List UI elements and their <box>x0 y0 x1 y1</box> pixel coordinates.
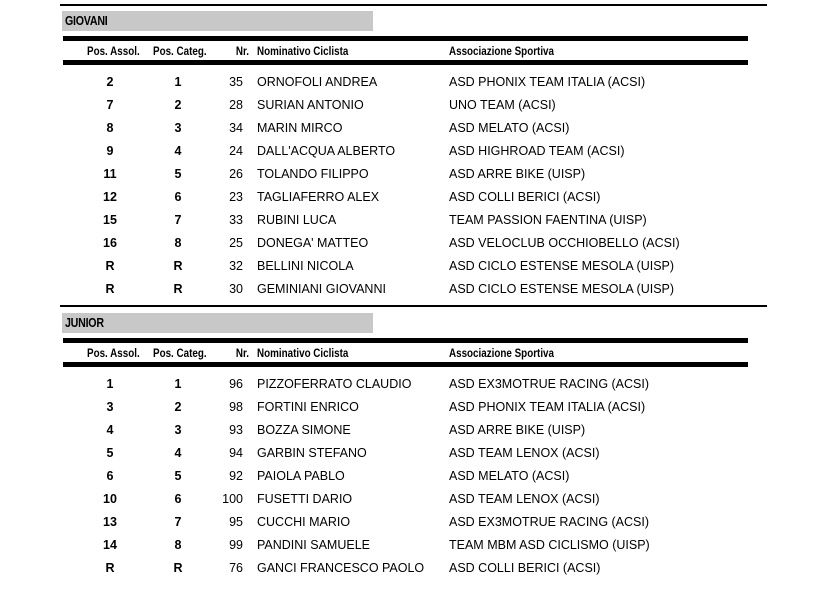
rider-name-cell: TOLANDO FILIPPO <box>257 167 369 181</box>
club-cell: ASD CICLO ESTENSE MESOLA (UISP) <box>449 259 675 273</box>
rider-name-cell: SURIAN ANTONIO <box>257 98 364 112</box>
rider-name-cell: ORNOFOLI ANDREA <box>257 75 378 89</box>
nr-cell: 26 <box>229 167 243 181</box>
table-row <box>0 561 826 584</box>
nr-cell: 96 <box>229 377 243 391</box>
col-nominativo: Nominativo Ciclista <box>257 346 349 360</box>
category-title: JUNIOR <box>65 315 104 330</box>
club-cell: UNO TEAM (ACSI) <box>449 98 556 112</box>
pos-categ-cell: 6 <box>174 190 182 204</box>
club-cell: TEAM PASSION FAENTINA (UISP) <box>449 213 647 227</box>
nr-cell: 76 <box>229 561 243 575</box>
rider-name-cell: FORTINI ENRICO <box>257 400 359 414</box>
category-title: GIOVANI <box>65 13 108 28</box>
pos-categ-cell: 1 <box>174 377 182 391</box>
pos-assol-cell: 5 <box>106 446 114 460</box>
pos-categ-cell: 7 <box>174 515 182 529</box>
section-divider <box>60 305 767 307</box>
nr-cell: 35 <box>229 75 243 89</box>
col-pos-categ: Pos. Categ. <box>153 44 207 58</box>
pos-assol-cell: 6 <box>106 469 114 483</box>
nr-cell: 28 <box>229 98 243 112</box>
pos-assol-cell: 13 <box>103 515 117 529</box>
pos-assol-cell: 7 <box>106 98 114 112</box>
club-cell: ASD EX3MOTRUE RACING (ACSI) <box>449 377 650 391</box>
pos-categ-cell: 4 <box>174 144 182 158</box>
pos-assol-cell: 4 <box>106 423 114 437</box>
rider-name-cell: MARIN MIRCO <box>257 121 343 135</box>
club-cell: ASD TEAM LENOX (ACSI) <box>449 492 600 506</box>
table-row <box>0 190 826 213</box>
rider-name-cell: BOZZA SIMONE <box>257 423 351 437</box>
pos-categ-cell: R <box>173 259 183 273</box>
col-nr: Nr. <box>235 346 249 360</box>
col-pos-assol: Pos. Assol. <box>87 346 140 360</box>
pos-assol-cell: 1 <box>106 377 114 391</box>
pos-assol-cell: R <box>105 259 115 273</box>
pos-categ-cell: 2 <box>174 400 182 414</box>
table-row <box>0 492 826 515</box>
col-associazione: Associazione Sportiva <box>449 346 554 360</box>
nr-cell: 32 <box>229 259 243 273</box>
rider-name-cell: PANDINI SAMUELE <box>257 538 370 552</box>
header-rule-top <box>63 338 748 343</box>
pos-categ-cell: 2 <box>174 98 182 112</box>
table-row <box>0 423 826 446</box>
pos-assol-cell: 12 <box>103 190 117 204</box>
club-cell: ASD PHONIX TEAM ITALIA (ACSI) <box>449 400 646 414</box>
table-row <box>0 213 826 236</box>
pos-categ-cell: R <box>173 561 183 575</box>
club-cell: ASD PHONIX TEAM ITALIA (ACSI) <box>449 75 646 89</box>
pos-assol-cell: 9 <box>106 144 114 158</box>
club-cell: ASD HIGHROAD TEAM (ACSI) <box>449 144 625 158</box>
pos-assol-cell: R <box>105 561 115 575</box>
nr-cell: 95 <box>229 515 243 529</box>
nr-cell: 33 <box>229 213 243 227</box>
rider-name-cell: TAGLIAFERRO ALEX <box>257 190 380 204</box>
col-pos-categ: Pos. Categ. <box>153 346 207 360</box>
pos-assol-cell: 11 <box>103 167 117 181</box>
rider-name-cell: GEMINIANI GIOVANNI <box>257 282 386 296</box>
nr-cell: 34 <box>229 121 243 135</box>
rider-name-cell: GANCI FRANCESCO PAOLO <box>257 561 425 575</box>
table-row <box>0 167 826 190</box>
category-header <box>62 313 373 333</box>
table-row <box>0 377 826 400</box>
table-row <box>0 98 826 121</box>
table-row <box>0 75 826 98</box>
pos-assol-cell: 10 <box>103 492 117 506</box>
pos-categ-cell: 5 <box>174 469 182 483</box>
section-divider <box>60 4 767 6</box>
club-cell: TEAM MBM ASD CICLISMO (UISP) <box>449 538 650 552</box>
pos-categ-cell: 1 <box>174 75 182 89</box>
nr-cell: 99 <box>229 538 243 552</box>
table-row <box>0 446 826 469</box>
rider-name-cell: PIZZOFERRATO CLAUDIO <box>257 377 412 391</box>
rider-name-cell: DALL'ACQUA ALBERTO <box>257 144 396 158</box>
pos-assol-cell: 15 <box>103 213 117 227</box>
col-pos-assol: Pos. Assol. <box>87 44 140 58</box>
nr-cell: 98 <box>229 400 243 414</box>
pos-assol-cell: 2 <box>106 75 114 89</box>
rider-name-cell: RUBINI LUCA <box>257 213 337 227</box>
rider-name-cell: FUSETTI DARIO <box>257 492 353 506</box>
header-rule-top <box>63 36 748 41</box>
pos-assol-cell: 14 <box>103 538 117 552</box>
nr-cell: 25 <box>229 236 243 250</box>
pos-categ-cell: R <box>173 282 183 296</box>
pos-categ-cell: 8 <box>174 538 182 552</box>
header-rule-bottom <box>63 60 748 65</box>
rider-name-cell: PAIOLA PABLO <box>257 469 345 483</box>
nr-cell: 24 <box>229 144 243 158</box>
col-nominativo: Nominativo Ciclista <box>257 44 349 58</box>
col-associazione: Associazione Sportiva <box>449 44 554 58</box>
club-cell: ASD VELOCLUB OCCHIOBELLO (ACSI) <box>449 236 680 250</box>
nr-cell: 100 <box>222 492 243 506</box>
pos-categ-cell: 5 <box>174 167 182 181</box>
pos-categ-cell: 7 <box>174 213 182 227</box>
nr-cell: 94 <box>229 446 243 460</box>
rider-name-cell: BELLINI NICOLA <box>257 259 354 273</box>
club-cell: ASD TEAM LENOX (ACSI) <box>449 446 600 460</box>
pos-categ-cell: 6 <box>174 492 182 506</box>
pos-assol-cell: 16 <box>103 236 117 250</box>
nr-cell: 93 <box>229 423 243 437</box>
nr-cell: 92 <box>229 469 243 483</box>
header-rule-bottom <box>63 362 748 367</box>
club-cell: ASD MELATO (ACSI) <box>449 469 570 483</box>
pos-categ-cell: 4 <box>174 446 182 460</box>
table-row <box>0 538 826 561</box>
pos-assol-cell: R <box>105 282 115 296</box>
pos-categ-cell: 8 <box>174 236 182 250</box>
nr-cell: 30 <box>229 282 243 296</box>
table-row <box>0 121 826 144</box>
rider-name-cell: DONEGA' MATTEO <box>257 236 369 250</box>
club-cell: ASD MELATO (ACSI) <box>449 121 570 135</box>
club-cell: ASD COLLI BERICI (ACSI) <box>449 190 601 204</box>
table-row <box>0 144 826 167</box>
pos-categ-cell: 3 <box>174 121 182 135</box>
club-cell: ASD ARRE BIKE (UISP) <box>449 167 586 181</box>
club-cell: ASD EX3MOTRUE RACING (ACSI) <box>449 515 650 529</box>
table-row <box>0 259 826 282</box>
pos-assol-cell: 3 <box>106 400 114 414</box>
category-header <box>62 11 373 31</box>
rider-name-cell: CUCCHI MARIO <box>257 515 351 529</box>
col-nr: Nr. <box>235 44 249 58</box>
table-row <box>0 400 826 423</box>
table-row <box>0 515 826 538</box>
club-cell: ASD COLLI BERICI (ACSI) <box>449 561 601 575</box>
pos-categ-cell: 3 <box>174 423 182 437</box>
rider-name-cell: GARBIN STEFANO <box>257 446 367 460</box>
table-row <box>0 282 826 305</box>
table-row <box>0 469 826 492</box>
club-cell: ASD CICLO ESTENSE MESOLA (UISP) <box>449 282 675 296</box>
pos-assol-cell: 8 <box>106 121 114 135</box>
nr-cell: 23 <box>229 190 243 204</box>
table-row <box>0 236 826 259</box>
club-cell: ASD ARRE BIKE (UISP) <box>449 423 586 437</box>
